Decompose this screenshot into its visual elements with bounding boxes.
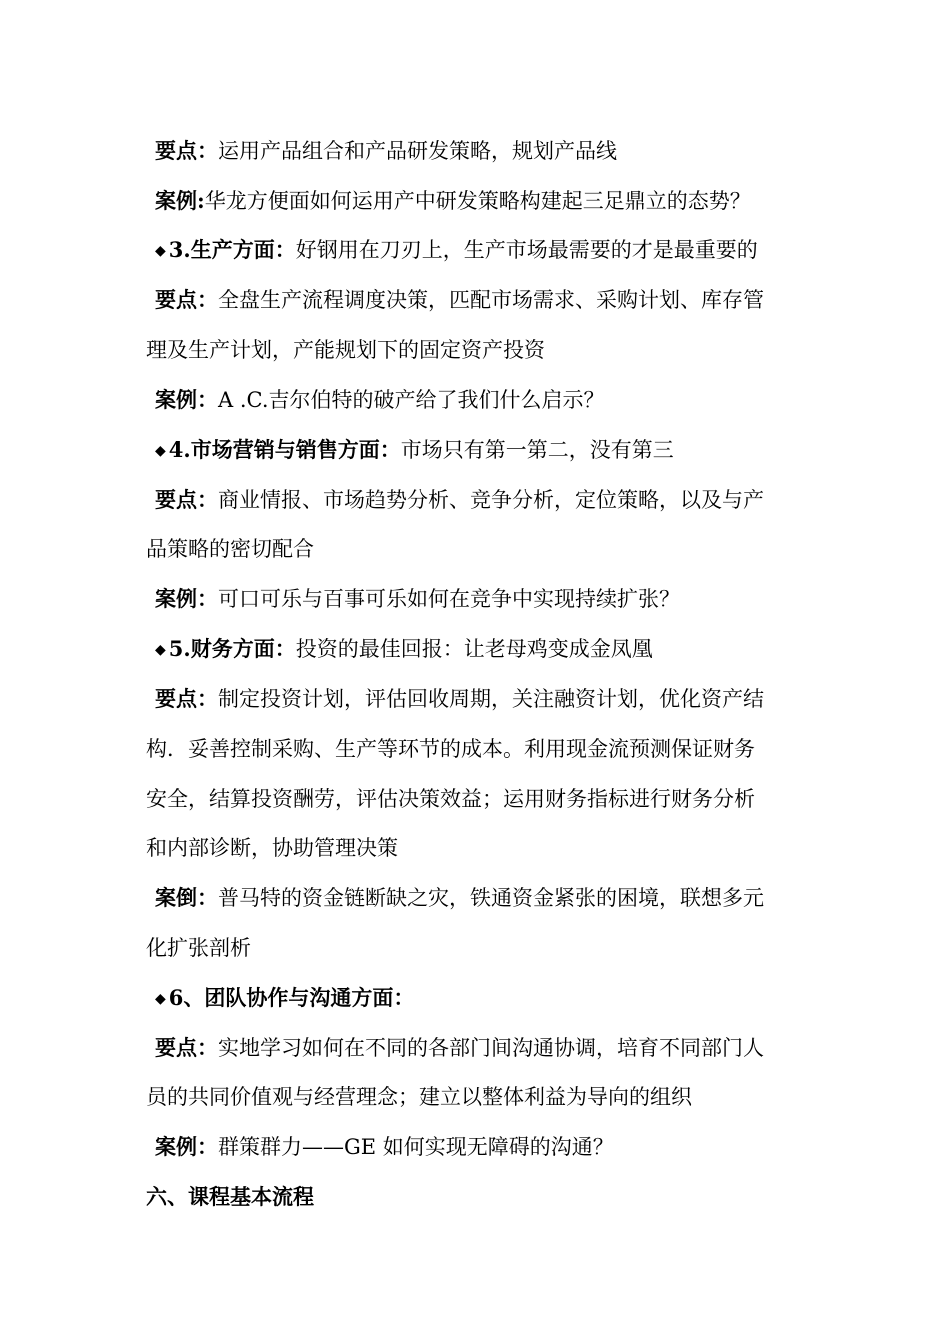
continuation-line	[146, 534, 816, 564]
line-text: 可口可乐与百事可乐如何在竞争中实现持续扩张？	[218, 587, 680, 611]
line-label: 要点：	[155, 138, 218, 163]
line-text: 和内部诊断，协助管理决策	[146, 836, 398, 860]
line-text: 普马特的资金链断缺之灾，铁通资金紧张的困境，联想多元	[218, 886, 764, 910]
line-label: 3.生产方面：	[168, 237, 296, 262]
line-label: 案例：	[155, 387, 218, 412]
line-label: 案倒：	[155, 885, 218, 910]
line-label: 要点：	[155, 487, 218, 512]
section-heading-marketing	[155, 435, 825, 466]
case-line	[155, 883, 825, 913]
line-label: 要点：	[155, 686, 218, 711]
line-text: 群策群力——GE 如何实现无障碍的沟通？	[218, 1135, 614, 1159]
continuation-line	[146, 734, 816, 764]
line-text: 品策略的密切配合	[146, 537, 314, 561]
case-line	[155, 584, 825, 614]
line-text: 运用产品组合和产品研发策略，规划产品线	[218, 139, 617, 163]
continuation-line	[146, 933, 816, 963]
case-line	[155, 1132, 825, 1162]
continuation-line	[146, 335, 816, 365]
line-text: 理及生产计划，产能规划下的固定资产投资	[146, 338, 545, 362]
diamond-bullet-icon: ◆	[155, 991, 166, 1007]
line-text: 市场只有第一第二，没有第三	[400, 438, 674, 462]
line-text: 投资的最佳回报：让老母鸡变成金凤凰	[295, 637, 653, 661]
line-text: 员的共同价值观与经营理念；建立以整体利益为导向的组织	[146, 1085, 692, 1109]
heading-text: 六、课程基本流程	[146, 1184, 314, 1209]
section-heading-production	[155, 235, 825, 266]
line-text: 商业情报、市场趋势分析、竞争分析，定位策略，以及与产	[218, 488, 764, 512]
line-label: 案例：	[155, 1134, 218, 1159]
continuation-line	[146, 784, 816, 814]
continuation-line	[146, 1082, 816, 1112]
line-label: 要点：	[155, 1035, 218, 1060]
key-point-line	[155, 485, 825, 515]
section-heading-teamwork	[155, 983, 825, 1014]
diamond-bullet-icon: ◆	[155, 642, 166, 658]
key-point-line	[155, 285, 825, 315]
line-text: 制定投资计划，评估回收周期，关注融资计划，优化资产结	[218, 687, 764, 711]
line-label: 案例：	[155, 586, 218, 611]
line-text: 安全，结算投资酬劳，评估决策效益；运用财务指标进行财务分析	[146, 787, 755, 811]
line-text: A .C.吉尔伯特的破产给了我们什么启示？	[218, 388, 605, 412]
diamond-bullet-icon: ◆	[155, 243, 166, 259]
line-text: 实地学习如何在不同的各部门间沟通协调，培育不同部门人	[218, 1036, 764, 1060]
line-text: 构．妥善控制采购、生产等环节的成本。利用现金流预测保证财务	[146, 737, 755, 761]
line-label: 案例:	[155, 188, 205, 213]
line-text: 全盘生产流程调度决策，匹配市场需求、采购计划、库存管	[218, 288, 764, 312]
line-text: 好钢用在刀刃上，生产市场最需要的才是最重要的	[295, 238, 758, 262]
case-line	[155, 186, 825, 216]
key-point-line	[155, 136, 825, 166]
line-label: 5.财务方面：	[168, 636, 296, 661]
continuation-line	[146, 833, 816, 863]
key-point-line	[155, 1033, 825, 1063]
diamond-bullet-icon: ◆	[155, 443, 166, 459]
line-text: 化扩张剖析	[146, 936, 251, 960]
line-label: 要点：	[155, 287, 218, 312]
key-point-line	[155, 684, 825, 714]
chapter-heading	[146, 1182, 816, 1212]
line-label: 6、团队协作与沟通方面：	[168, 985, 415, 1010]
case-line	[155, 385, 825, 415]
line-label: 4.市场营销与销售方面：	[168, 437, 401, 462]
line-text: 华龙方便面如何运用产中研发策略构建起三足鼎立的态势？	[204, 189, 751, 213]
section-heading-finance	[155, 634, 825, 665]
